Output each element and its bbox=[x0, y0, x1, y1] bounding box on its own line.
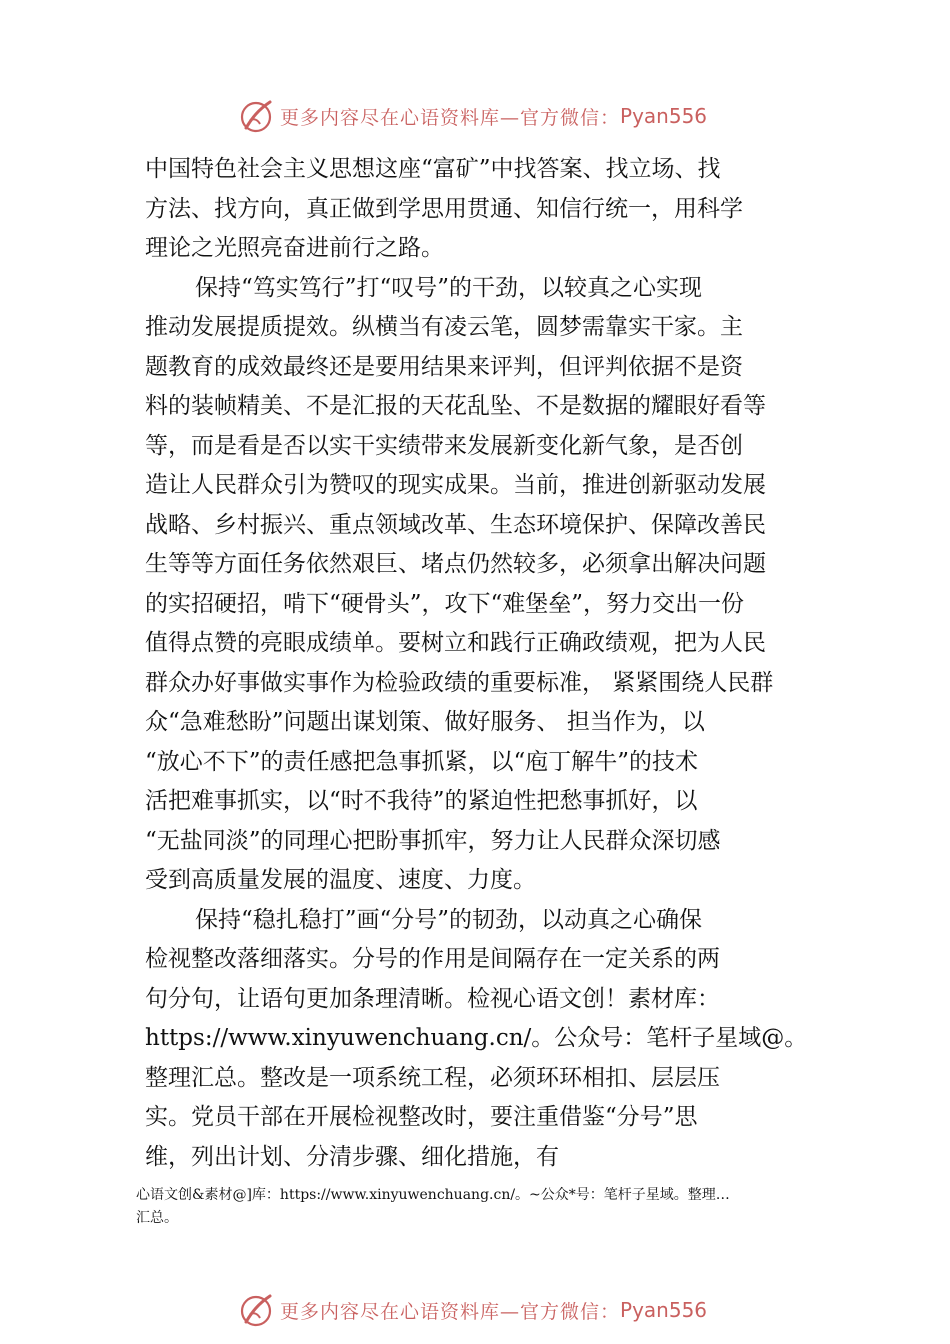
text-line: “放心不下”的责任感把急事抓紧，以“庖丁解牛”的技术 bbox=[145, 748, 699, 775]
header-watermark bbox=[238, 96, 758, 136]
bottom-watermark bbox=[238, 1290, 758, 1330]
watermark-text: 更多内容尽在心语资料库—官方微信： bbox=[280, 1300, 621, 1323]
text-line: 群众办好事做实事作为检验政绩的重要标准， 紧紧围绕人民群 bbox=[145, 669, 774, 696]
text-line: 推动发展提质提效。纵横当有凌云笔，圆梦需靠实干家。主 bbox=[145, 314, 743, 340]
text-line: 中国特色社会主义思想这座“富矿”中找答案、找立场、找 bbox=[145, 156, 721, 182]
brush-logo-icon bbox=[238, 98, 274, 134]
article-body bbox=[145, 150, 825, 1177]
text-line: 受到高质量发展的温度、速度、力度。 bbox=[145, 867, 536, 893]
text-line: 方法、找方向，真正做到学思用贯通、知信行统一，用科学 bbox=[145, 195, 743, 222]
text-line: 实。党员干部在开展检视整改时，要注重借鉴“分号”思 bbox=[145, 1104, 698, 1130]
text-line: 检视整改落细落实。分号的作用是间隔存在一定关系的两 bbox=[145, 946, 720, 972]
text-line: 战略、乡村振兴、重点领域改革、生态环境保护、保障改善民 bbox=[145, 511, 766, 538]
text-line: 理论之光照亮奋进前行之路。 bbox=[145, 235, 444, 261]
text-line: 整理汇总。整改是一项系统工程，必须环环相扣、层层压 bbox=[145, 1064, 720, 1091]
footer-line-2: 汇总。 bbox=[136, 1210, 178, 1226]
text-line: 保持“笃实笃行”打“叹号”的干劲，以较真之心实现 bbox=[195, 274, 703, 301]
text-line: 值得点赞的亮眼成绩单。要树立和践行正确政绩观，把为人民 bbox=[145, 630, 766, 656]
text-line: 句分句，让语句更加条理清晰。检视心语文创！素材库： bbox=[145, 985, 720, 1012]
text-line: https://www.xinyuwenchuang.cn/。公众号：笔杆子星域@。 bbox=[145, 1025, 808, 1051]
brush-logo-icon bbox=[238, 1292, 274, 1328]
text-line: “无盐同淡”的同理心把盼事抓牢，努力让人民群众深切感 bbox=[145, 827, 721, 854]
text-line: 众“急难愁盼”问题出谋划策、做好服务、 担当作为，以 bbox=[145, 709, 705, 735]
page-footer bbox=[136, 1184, 836, 1230]
text-line: 保持“稳扎稳打”画“分号”的韧劲，以动真之心确保 bbox=[195, 906, 703, 933]
text-line: 维，列出计划、分清步骤、细化措施，有 bbox=[145, 1143, 559, 1170]
text-line: 料的装帧精美、不是汇报的天花乱坠、不是数据的耀眼好看等 bbox=[145, 393, 766, 419]
watermark-wechat-id: Pyan556 bbox=[620, 1298, 708, 1322]
text-line: 等，而是看是否以实干实绩带来发展新变化新气象，是否创 bbox=[145, 432, 743, 459]
text-line: 造让人民群众引为赞叹的现实成果。当前，推进创新驱动发展 bbox=[145, 472, 766, 498]
watermark-text: 更多内容尽在心语资料库—官方微信： bbox=[280, 106, 621, 129]
watermark-wechat-id: Pyan556 bbox=[620, 104, 708, 128]
text-line: 生等等方面任务依然艰巨、堵点仍然较多，必须拿出解决问题 bbox=[145, 551, 766, 577]
text-line: 的实招硬招，啃下“硬骨头”，攻下“难堡垒”，努力交出一份 bbox=[145, 590, 745, 617]
footer-line-1: 心语文创&素材@]库：https://www.xinyuwenchuang.cn/。~公众*号：笔杆子星域。整理… bbox=[136, 1187, 730, 1203]
text-line: 活把难事抓实，以“时不我待”的紧迫性把愁事抓好，以 bbox=[145, 788, 698, 814]
text-line: 题教育的成效最终还是要用结果来评判，但评判依据不是资 bbox=[145, 353, 743, 380]
